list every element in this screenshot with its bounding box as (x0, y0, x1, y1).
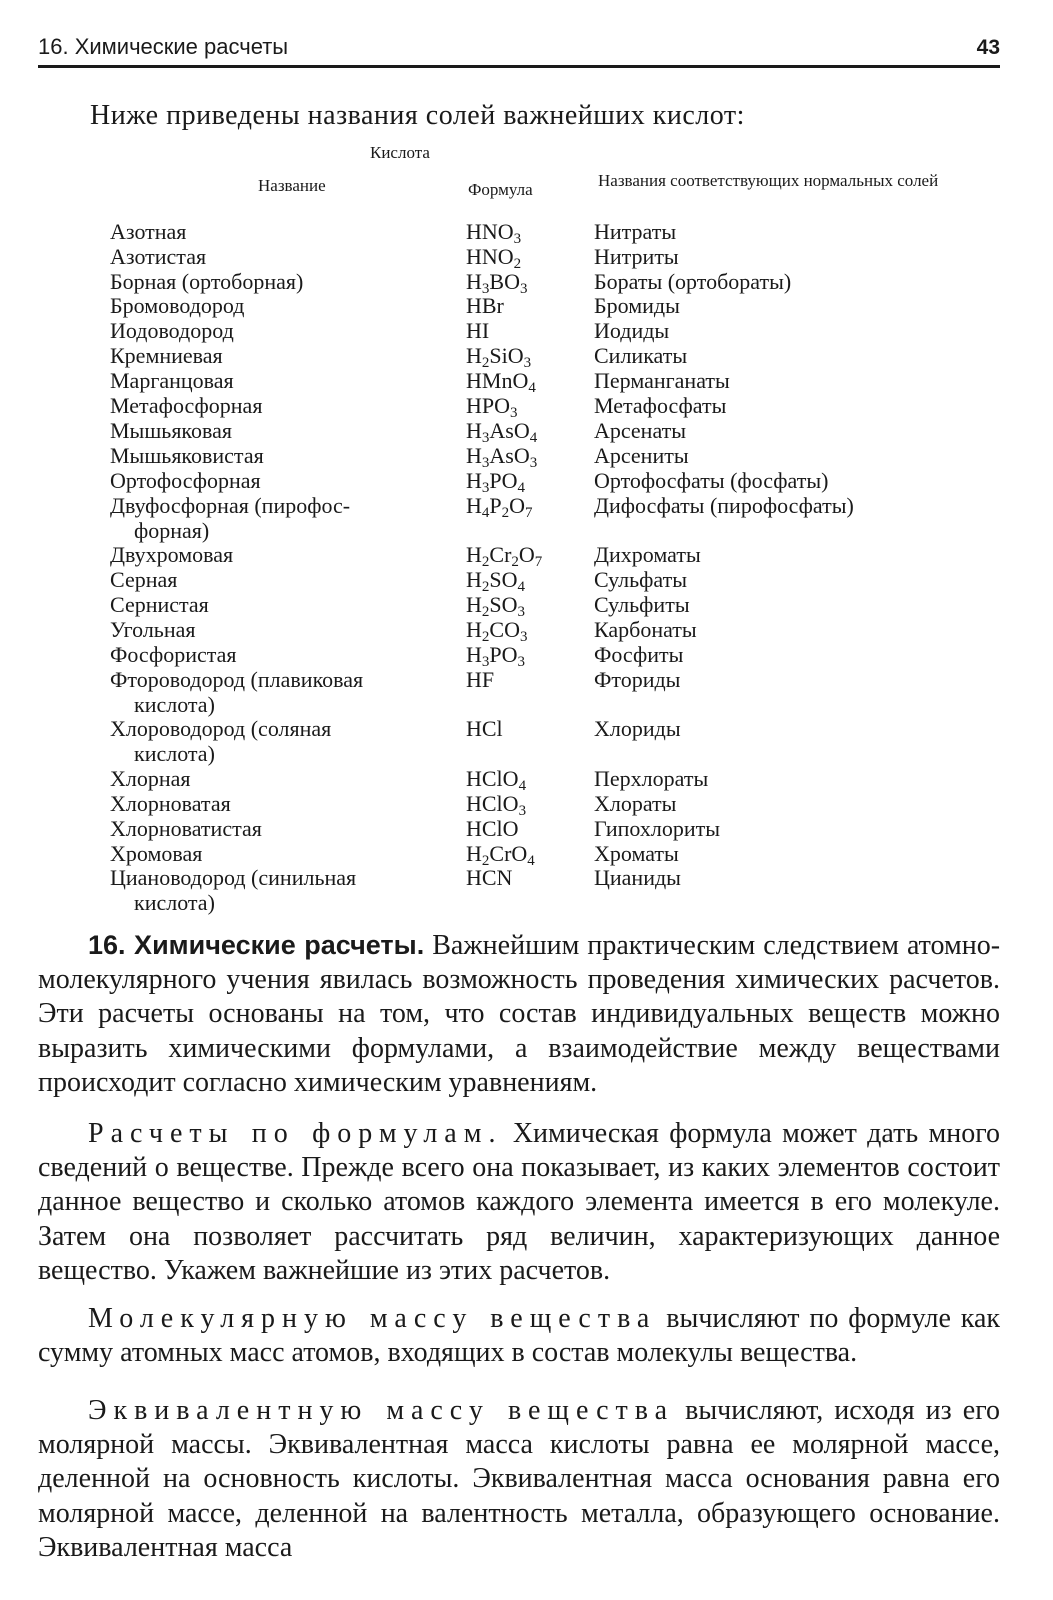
salt-names: Гипохлориты (594, 816, 721, 841)
formula-subscript: 3 (481, 480, 490, 496)
acid-name-text: Фосфористая (110, 642, 237, 667)
formula-subscript: 4 (528, 380, 536, 396)
salt-names: Бромиды (594, 293, 680, 318)
salt-names: Фториды (594, 667, 681, 692)
acid-formula (466, 494, 533, 519)
acid-name (110, 568, 445, 593)
acid-name (110, 842, 445, 867)
formula-subscript: 3 (481, 281, 490, 297)
acid-formula (466, 866, 512, 891)
formula-element: BO (489, 269, 520, 294)
formula-element: H (466, 542, 482, 567)
acid-name-text: Хлорная (110, 766, 191, 791)
formula-subscript: 7 (525, 505, 533, 521)
formula-subscript: 2 (481, 579, 490, 595)
formula-element: O (509, 493, 526, 518)
acid-name-text: Мышьяковистая (110, 443, 264, 468)
formula-element: AsO (489, 418, 530, 443)
acid-name (110, 767, 445, 792)
salt-names: Нитриты (594, 244, 679, 269)
acid-name (110, 369, 445, 394)
formula-element: H (466, 567, 482, 592)
acid-formula (466, 344, 531, 369)
formula-element: H (466, 592, 482, 617)
section-paragraph-3 (38, 1302, 1000, 1370)
acid-formula (466, 319, 489, 344)
acid-name-continuation: кислота) (134, 889, 215, 915)
formula-element: H (466, 418, 482, 443)
formula-element: HNO (466, 244, 514, 269)
section-paragraph-2 (38, 1117, 1000, 1288)
acid-name (110, 717, 445, 766)
formula-subscript: 3 (519, 281, 528, 297)
salt-names: Силикаты (594, 343, 688, 368)
formula-element: HClO (466, 816, 519, 841)
header-rule (38, 65, 1000, 68)
acid-name-continuation: форная) (134, 517, 210, 543)
formula-subscript: 3 (523, 355, 532, 371)
salt-names: Бораты (ортобораты) (594, 269, 792, 294)
acid-name-text: Угольная (110, 617, 196, 642)
acid-name (110, 394, 445, 419)
paragraph-4-text: вычисляют, исходя из его молярной массы. Эквивалентная масса кислоты равна ее молярной массе, деленной на основность кислоты. Эквивалентная масса основания равна его молярной массе, деленной на валентность металла, образующего основание. Эквивалентная масса (38, 1395, 1000, 1563)
formula-element: PO (489, 642, 518, 667)
table-group-header: Кислота (370, 143, 430, 162)
acid-formula (466, 668, 494, 693)
formula-subscript: 2 (511, 554, 519, 570)
acid-formula (466, 419, 537, 444)
formula-subscript: 3 (481, 455, 490, 471)
acid-name (110, 494, 445, 543)
acid-formula (466, 568, 525, 593)
acid-formula (466, 469, 525, 494)
salt-names: Иодиды (594, 318, 670, 343)
acid-name-text: Двухромовая (110, 542, 234, 567)
acid-name (110, 469, 445, 494)
formula-subscript: 3 (481, 430, 490, 446)
acid-name-text: Циановодород (синильная (110, 865, 357, 890)
acid-name-text: Ортофосфорная (110, 468, 261, 493)
acid-formula (466, 294, 504, 319)
acid-name-text: Азотистая (110, 244, 207, 269)
acid-name (110, 444, 445, 469)
running-header (38, 28, 1000, 64)
formula-element: O (518, 542, 535, 567)
acid-name (110, 593, 445, 618)
acid-name (110, 270, 445, 295)
salt-names: Дихроматы (594, 542, 701, 567)
acid-name (110, 220, 445, 245)
acid-name-text: Серная (110, 567, 178, 592)
formula-subscript: 2 (481, 629, 490, 645)
formula-element: H (466, 468, 482, 493)
paragraph-1-text: Важнейшим практическим следствием атомно-молекулярного учения явилась возможность проведения химических расчетов. Эти расчеты основаны на том, что состав индивидуальных веществ можно выразить химическими формулами, а взаимодействие между веществами происходит согласно химическим уравнениям. (38, 930, 1001, 1098)
acid-formula (466, 543, 542, 568)
salt-names: Сульфиты (594, 592, 690, 617)
acid-name-text: Хлорноватистая (110, 816, 262, 841)
acid-name (110, 419, 445, 444)
running-title: 16. Химические расчеты (38, 34, 289, 59)
salt-names: Арсенаты (594, 418, 687, 443)
formula-subscript: 7 (534, 554, 543, 570)
formula-element: AsO (489, 443, 530, 468)
section-paragraph-1 (38, 928, 1000, 1100)
acid-formula (466, 717, 503, 742)
acid-name (110, 245, 445, 270)
acid-name (110, 618, 445, 643)
formula-subscript: 3 (517, 604, 526, 620)
formula-element: Cr (489, 542, 512, 567)
table-intro: Ниже приведены названия солей важнейших кислот: (90, 100, 745, 131)
page-number: 43 (976, 36, 1000, 59)
paragraph-3-text: вычисляют по формуле как сумму атомных масс атомов, входящих в состав молекулы вещества. (38, 1303, 1001, 1369)
formula-element: HCN (466, 865, 513, 890)
formula-subscript: 3 (518, 803, 527, 819)
salt-names: Арсениты (594, 443, 689, 468)
formula-element: H (466, 443, 482, 468)
salt-names: Цианиды (594, 865, 681, 890)
paragraph-4-term: Эквивалентную массу вещества (88, 1395, 675, 1426)
formula-element: HBr (466, 293, 504, 318)
acid-name (110, 866, 445, 915)
formula-element: HI (466, 318, 490, 343)
formula-subscript: 4 (529, 430, 538, 446)
formula-element: H (466, 642, 482, 667)
acid-name-text: Кремниевая (110, 343, 223, 368)
salt-names: Дифосфаты (пирофосфаты) (594, 493, 854, 518)
formula-subscript: 3 (517, 654, 526, 670)
acid-formula (466, 643, 525, 668)
salt-names: Метафосфаты (594, 393, 727, 418)
formula-subscript: 3 (513, 231, 522, 247)
formula-element: SiO (489, 343, 524, 368)
acid-name (110, 319, 445, 344)
paragraph-2-text: Химическая формула может дать много сведений о веществе. Прежде всего она показывает, из каких элементов состоит данное вещество и сколько атомов каждого элемента имеется в его молекуле. Затем она позволяет рассчитать ряд величин, характеризующих данное вещество. Укажем важнейшие из этих расчетов. (38, 1118, 1000, 1286)
acid-name-text: Иодоводород (110, 318, 234, 343)
salt-names: Ортофосфаты (фосфаты) (594, 468, 829, 493)
acid-formula (466, 767, 526, 792)
salt-names: Карбонаты (594, 617, 697, 642)
formula-element: SO (489, 592, 518, 617)
formula-element: HPO (466, 393, 511, 418)
formula-element: CrO (489, 841, 528, 866)
acid-name (110, 294, 445, 319)
salt-names: Нитраты (594, 219, 677, 244)
acid-formula (466, 245, 521, 270)
paragraph-2-term: Расчеты по формулам. (88, 1118, 503, 1149)
acid-name-text: Метафосфорная (110, 393, 263, 418)
formula-subscript: 2 (481, 853, 490, 869)
salt-names: Хлориды (594, 716, 681, 741)
salt-names: Перхлораты (594, 766, 709, 791)
acid-name (110, 344, 445, 369)
column-header-formula: Формула (468, 180, 533, 199)
formula-subscript: 3 (481, 654, 490, 670)
formula-subscript: 2 (481, 604, 490, 620)
formula-subscript: 2 (481, 355, 490, 371)
formula-subscript: 2 (481, 554, 490, 570)
acid-formula (466, 444, 537, 469)
acid-formula (466, 618, 527, 643)
paragraph-3-term: Молекулярную массу вещества (88, 1303, 657, 1334)
salt-names: Хлораты (594, 791, 677, 816)
acid-name-text: Марганцовая (110, 368, 234, 393)
column-header-name: Название (258, 176, 326, 195)
acid-name-text: Хлорноватая (110, 791, 231, 816)
formula-element: HMnO (466, 368, 529, 393)
acid-name (110, 817, 445, 842)
salt-names: Хроматы (594, 841, 679, 866)
formula-subscript: 3 (510, 405, 518, 421)
acid-name-text: Хромовая (110, 841, 203, 866)
section-paragraph-4 (38, 1394, 1000, 1565)
formula-element: H (466, 617, 482, 642)
acid-name (110, 668, 445, 717)
acid-name-continuation: кислота) (134, 740, 215, 766)
formula-element: HClO (466, 791, 519, 816)
acid-formula (466, 593, 525, 618)
formula-element: HClO (466, 766, 519, 791)
formula-subscript: 4 (517, 480, 526, 496)
acid-name-text: Борная (ортоборная) (110, 269, 304, 294)
acid-name (110, 543, 445, 568)
acid-formula (466, 220, 521, 245)
formula-subscript: 3 (529, 455, 538, 471)
acid-name-text: Мышьяковая (110, 418, 232, 443)
acid-formula (466, 394, 518, 419)
formula-subscript: 4 (517, 579, 526, 595)
acid-formula (466, 369, 536, 394)
acid-name-text: Сернистая (110, 592, 209, 617)
formula-subscript: 3 (519, 629, 528, 645)
column-header-salts: Названия соответствующих нормальных солей (598, 171, 939, 190)
acid-name-text: Хлороводород (соляная (110, 716, 332, 741)
acid-formula (466, 817, 519, 842)
formula-subscript: 4 (518, 778, 527, 794)
formula-element: HF (466, 667, 495, 692)
acid-name-text: Азотная (110, 219, 187, 244)
acid-formula (466, 792, 526, 817)
acid-name-text: Фтороводород (плавиковая (110, 667, 364, 692)
formula-element: CO (489, 617, 520, 642)
acid-name (110, 792, 445, 817)
formula-subscript: 2 (501, 505, 510, 521)
formula-element: SO (489, 567, 518, 592)
acid-name-text: Бромоводород (110, 293, 245, 318)
formula-element: H (466, 269, 482, 294)
acid-name-text: Двуфосфорная (пирофос- (110, 493, 351, 518)
formula-element: H (466, 343, 482, 368)
formula-element: H (466, 841, 482, 866)
acid-name (110, 643, 445, 668)
formula-element: HNO (466, 219, 514, 244)
acid-formula (466, 270, 527, 295)
formula-element: H (466, 493, 482, 518)
formula-element: PO (489, 468, 518, 493)
section-heading: 16. Химические расчеты. (88, 930, 425, 960)
formula-subscript: 4 (481, 505, 490, 521)
formula-element: P (489, 493, 502, 518)
formula-subscript: 2 (513, 256, 522, 272)
salt-names: Перманганаты (594, 368, 730, 393)
salt-names: Сульфаты (594, 567, 688, 592)
acid-formula (466, 842, 535, 867)
acid-name-continuation: кислота) (134, 691, 215, 717)
salt-names: Фосфиты (594, 642, 684, 667)
formula-subscript: 4 (527, 853, 535, 869)
formula-element: HCl (466, 716, 503, 741)
